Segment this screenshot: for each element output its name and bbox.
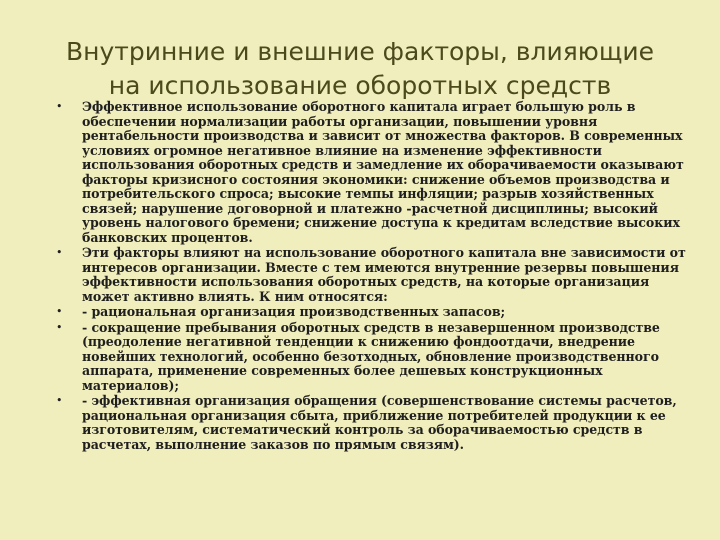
bullet-point-icon: •	[56, 320, 63, 334]
bullet-item-3	[46, 305, 686, 320]
slide-title	[20, 35, 700, 103]
slide-title-line-2: на использование оборотных средств	[108, 70, 612, 100]
bullet-item-2	[46, 246, 686, 304]
bullet-point-icon: •	[56, 100, 63, 113]
bullet-item-5	[46, 394, 686, 452]
bullet-text: Эффективное использование оборотного капитала играет большую роль в обеспечении нормализации работы организации, повышении уровня рентабельности производства и зависит от множества факторов. В современных условиях огромное негативное влияние на изменение эффективности использования оборотных средств и замедление их оборачиваемости оказывают факторы кризисного состояния экономики: снижение объемов производства и потребительского спроса; высокие темпы инфляции; разрыв хозяйственных связей; нарушение договорной и платежно -расчетной дисциплины; высокий уровень налогового бремени; снижение доступа к кредитам вследствие высоких банковских процентов.	[82, 99, 684, 245]
bullet-point-icon: •	[56, 394, 63, 407]
bullet-list	[46, 100, 686, 453]
bullet-item-1	[46, 100, 686, 245]
bullet-text: - сокращение пребывания оборотных средств в незавершенном производстве (преодоление негативной тенденции к снижению фондоотдачи, внедрение новейших технологий, особенно безотходных, обновление производственного аппарата, применение современных более дешевых конструкционных материалов);	[82, 319, 660, 393]
slide-title-line-1: Внутринние и внешние факторы, влияющие	[65, 36, 655, 66]
bullet-item-4	[46, 321, 686, 394]
bullet-text: - эффективная организация обращения (совершенствование системы расчетов, рациональная организация сбыта, приближение потребителей продукции к ее изготовителям, систематический контроль за оборачиваемостью средств в расчетах, выполнение заказов по прямым связям).	[82, 393, 677, 452]
bullet-point-icon: •	[56, 246, 63, 259]
bullet-text: - рациональная организация производственных запасов;	[82, 304, 506, 319]
bullet-point-icon: •	[56, 305, 63, 318]
bullet-text: Эти факторы влияют на использование оборотного капитала вне зависимости от интересов организации. Вместе с тем имеются внутренние резервы повышения эффективности использования оборотных средств, на которые организация может активно влиять. К ним относятся:	[82, 245, 686, 304]
